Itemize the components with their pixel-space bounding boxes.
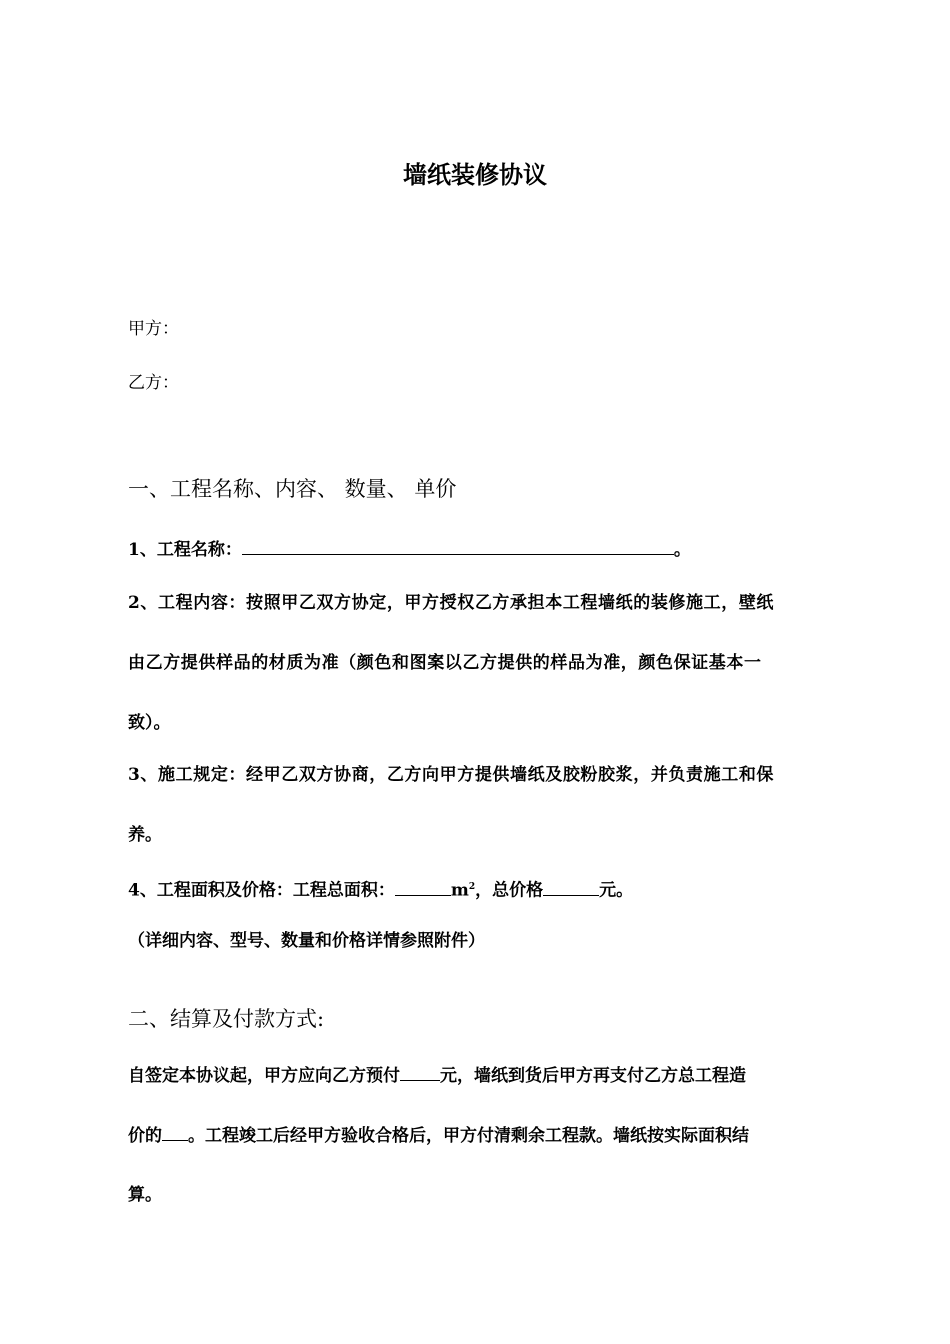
payment-line2-start: 价的: [128, 1126, 162, 1146]
item4-area-price: [128, 876, 633, 902]
payment-line2-end: 。工程竣工后经甲方验收合格后，甲方付清剩余工程款。墙纸按实际面积结: [188, 1126, 749, 1146]
document-title: 墙纸装修协议: [403, 160, 547, 189]
total-price-blank: [543, 879, 599, 896]
payment-line3: 算。: [128, 1185, 162, 1205]
attachment-note: （详细内容、型号、数量和价格详情参照附件）: [128, 931, 485, 951]
currency-unit: 元。: [599, 880, 634, 901]
item2-line3: 致）。: [128, 713, 171, 733]
item4-label: 4、工程面积及价格：工程总面积：: [128, 880, 395, 901]
area-unit-superscript: 2: [468, 882, 476, 892]
percentage-blank: [162, 1124, 188, 1141]
item2-line2: 由乙方提供样品的材质为准（颜色和图案以乙方提供的样品为准，颜色保证基本一: [128, 653, 762, 673]
item2-line1: 2、工程内容：按照甲乙双方协定，甲方授权乙方承担本工程墙纸的装修施工，壁纸: [128, 593, 775, 613]
section2-heading: 二、结算及付款方式:: [128, 1007, 325, 1031]
payment-line2: [128, 1124, 749, 1147]
payment-line1-end: 元，墙纸到货后甲方再支付乙方总工程造: [440, 1066, 746, 1086]
item1-end: 。: [673, 540, 691, 560]
party-a-label: 甲方：: [128, 319, 179, 339]
item3-line1: 3、施工规定：经甲乙双方协商，乙方向甲方提供墙纸及胶粉胶浆，并负责施工和保: [128, 765, 775, 785]
payment-line1: [128, 1064, 746, 1087]
section1-heading: 一、工程名称、内容、 数量、 单价: [128, 477, 457, 501]
project-name-blank: [242, 538, 674, 555]
party-b-label: 乙方：: [128, 373, 179, 393]
item1-project-name: [128, 538, 691, 561]
prepayment-blank: [400, 1064, 440, 1081]
area-unit: m: [450, 880, 469, 901]
area-blank: [395, 879, 451, 896]
item3-line2: 养。: [128, 825, 162, 845]
total-price-label: ，总价格: [475, 880, 544, 901]
payment-line1-start: 自签定本协议起，甲方应向乙方预付: [128, 1066, 400, 1086]
item1-label: 1、工程名称：: [128, 540, 242, 560]
